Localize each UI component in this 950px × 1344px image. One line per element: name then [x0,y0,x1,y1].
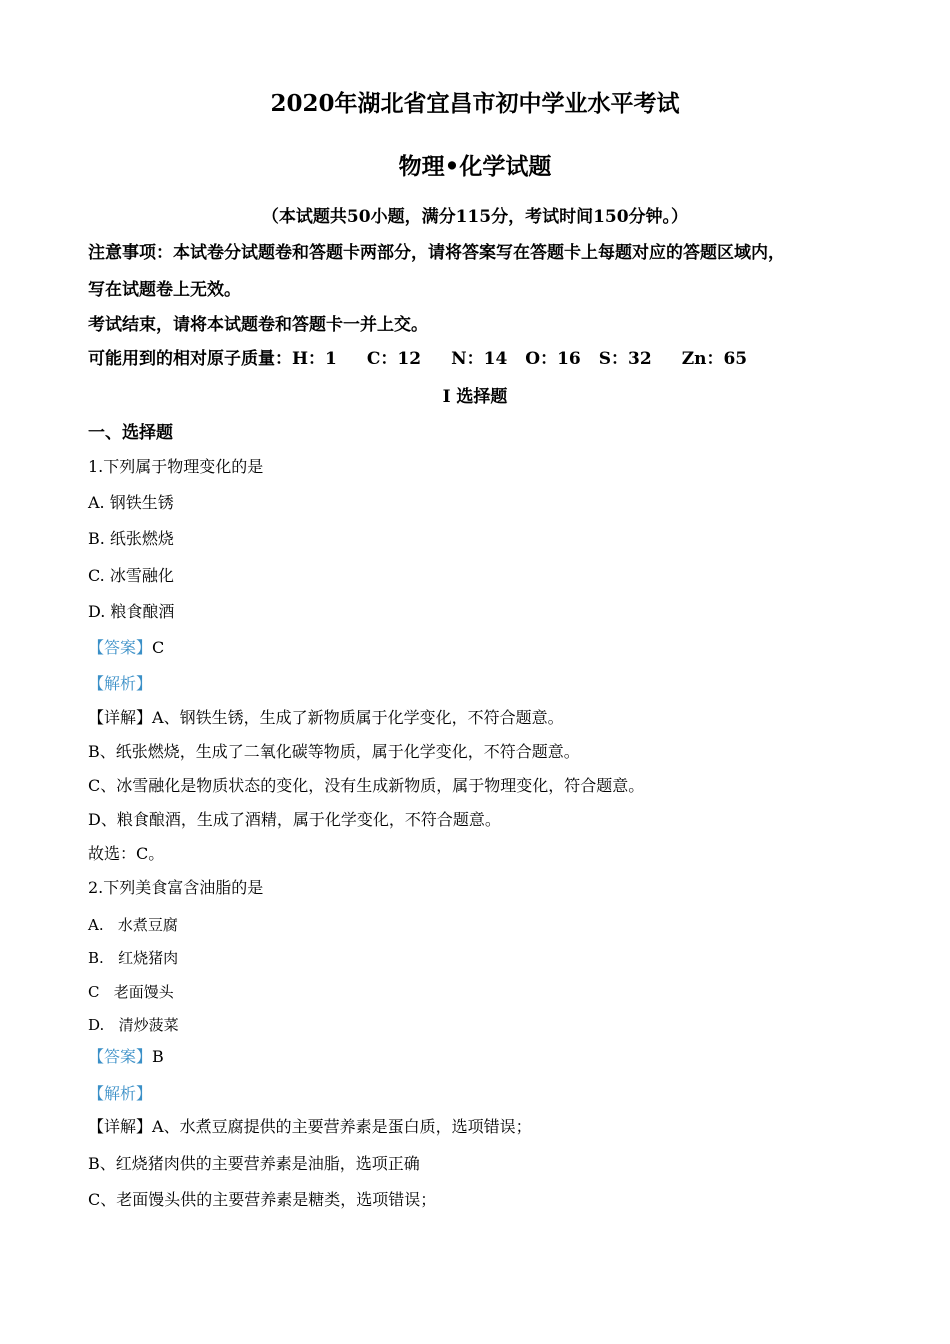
exam-info: （本试题共50小题，满分115分，考试时间150分钟。） [261,207,689,227]
atomic-masses-label: 可能用到的相对原子质量： [88,349,292,369]
question-1-stem: 1.下列属于物理变化的是 [88,457,264,476]
exam-title: 2020年湖北省宜昌市初中学业水平考试 [270,90,680,117]
notice-line-3: 考试结束，请将本试题卷和答题卡一并上交。 [88,315,428,335]
question-2-option-c: C 老面馒头 [88,983,174,1001]
mass-n: N：14 [451,349,508,369]
notice-line-1: 注意事项：本试卷分试题卷和答题卡两部分，请将答案写在答题卡上每题对应的答题区域内， [88,243,785,263]
question-2-detail-c: C、老面馒头供的主要营养素是糖类，选项错误； [88,1190,437,1209]
question-2-stem: 2.下列美食富含油脂的是 [88,878,264,897]
question-1-option-b: B. 纸张燃烧 [88,529,174,548]
question-1-detail-b: B、纸张燃烧，生成了二氧化碳等物质，属于化学变化，不符合题意。 [88,742,580,761]
question-1-analysis-tag: 【解析】 [88,674,153,693]
answer-tag: 【答案】 [88,1047,153,1066]
detail-tag: 【详解】 [88,1117,153,1136]
question-1-answer [88,638,164,658]
question-2-analysis-tag: 【解析】 [88,1084,153,1103]
question-2-answer [88,1047,164,1067]
question-2-option-a: A. 水煮豆腐 [88,916,178,934]
part-title: I 选择题 [442,387,508,407]
question-1-detail-d: D、粮食酿酒，生成了酒精，属于化学变化，不符合题意。 [88,810,501,829]
mass-h: H：1 [292,349,337,369]
answer-value: C [152,638,165,657]
detail-tag: 【详解】 [88,708,153,727]
question-1-option-d: D. 粮食酿酒 [88,602,175,621]
exam-subtitle: 物理•化学试题 [398,153,552,180]
question-2-option-b: B. 红烧猪肉 [88,949,179,967]
question-1-conclusion: 故选：C。 [88,844,165,863]
mass-zn: Zn：65 [681,349,748,369]
mass-s: S：32 [598,349,652,369]
question-2-detail-b: B、红烧猪肉供的主要营养素是油脂，选项正确 [88,1154,420,1173]
mass-c: C：12 [366,349,422,369]
answer-tag: 【答案】 [88,638,153,657]
notice-line-2: 写在试题卷上无效。 [88,280,241,300]
atomic-masses [88,349,747,369]
answer-value: B [152,1047,164,1066]
question-2-option-d: D. 清炒菠菜 [88,1016,179,1034]
question-1-detail-c: C、冰雪融化是物质状态的变化，没有生成新物质，属于物理变化，符合题意。 [88,776,645,795]
question-2-detail-a [88,1117,532,1137]
mass-o: O：16 [525,349,581,369]
detail-text: A、水煮豆腐提供的主要营养素是蛋白质，选项错误； [152,1117,532,1136]
question-1-option-a: A. 钢铁生锈 [88,493,174,512]
section-title: 一、选择题 [88,423,173,443]
question-1-detail-a [88,708,564,728]
detail-text: A、钢铁生锈，生成了新物质属于化学变化，不符合题意。 [152,708,564,727]
question-1-option-c: C. 冰雪融化 [88,566,174,585]
